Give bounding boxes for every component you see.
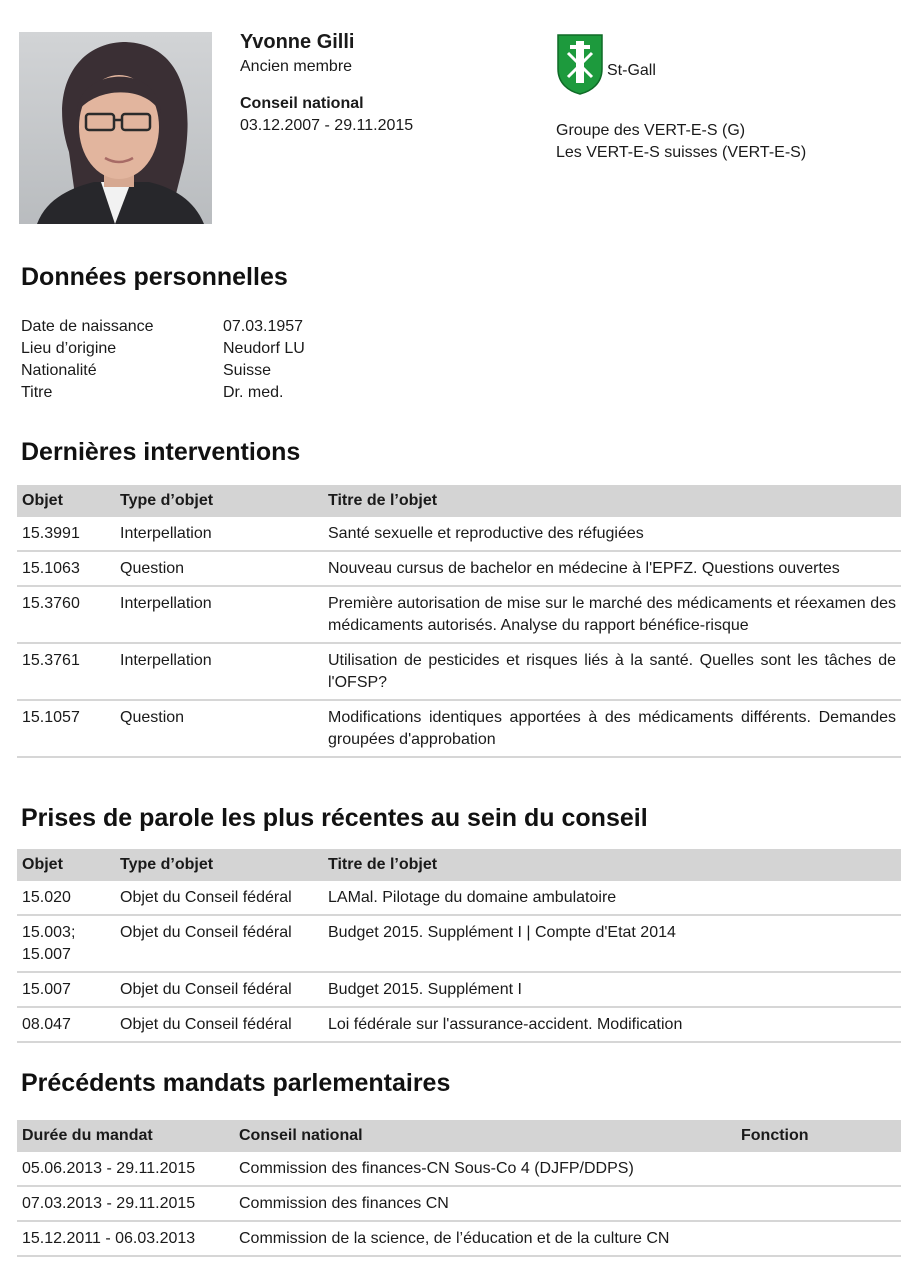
object-title-link[interactable]: Modifications identiques apportées à des médicaments différents. Demandes groupées d'approbation xyxy=(323,700,901,757)
object-number: 15.3761 xyxy=(17,643,115,700)
personal-row-nationality: Nationalité Suisse xyxy=(21,362,272,379)
member-name: Yvonne Gilli xyxy=(240,31,355,53)
table-row xyxy=(17,1152,901,1186)
object-number: 15.3991 xyxy=(17,517,115,551)
personal-data-heading: Données personnelles xyxy=(21,263,288,291)
object-title-link[interactable]: Santé sexuelle et reproductive des réfugiées xyxy=(323,517,901,551)
personal-row-title: Titre Dr. med. xyxy=(21,384,284,401)
object-number: 15.1057 xyxy=(17,700,115,757)
mandate-function xyxy=(736,1152,901,1186)
object-type: Interpellation xyxy=(115,517,323,551)
mandate-body: Commission des finances-CN Sous-Co 4 (DJFP/DDPS) xyxy=(234,1152,736,1186)
column-header: Fonction xyxy=(736,1120,901,1152)
object-number: 15.1063 xyxy=(17,551,115,586)
canton-name: St-Gall xyxy=(607,61,656,79)
personal-data-list xyxy=(21,316,421,404)
table-row[interactable] xyxy=(17,915,901,972)
table-row[interactable] xyxy=(17,700,901,757)
object-title-link[interactable]: Utilisation de pesticides et risques liés à la santé. Quelles sont les tâches de l'OFSP? xyxy=(323,643,901,700)
table-header-row xyxy=(17,1120,901,1152)
canton-block xyxy=(556,32,896,96)
object-type: Interpellation xyxy=(115,643,323,700)
object-number: 08.047 xyxy=(17,1007,115,1042)
object-title-link[interactable]: Nouveau cursus de bachelor en médecine à l'EPFZ. Questions ouvertes xyxy=(323,551,901,586)
column-header: Durée du mandat xyxy=(17,1120,234,1152)
object-type: Objet du Conseil fédéral xyxy=(115,881,323,915)
mandates-table xyxy=(17,1120,901,1257)
object-number: 15.007 xyxy=(17,972,115,1007)
column-header: Conseil national xyxy=(234,1120,736,1152)
mandate-body: Commission des finances CN xyxy=(234,1186,736,1221)
object-number: 15.3760 xyxy=(17,586,115,643)
table-row[interactable] xyxy=(17,643,901,700)
object-title-link[interactable]: Loi fédérale sur l'assurance-accident. Modification xyxy=(323,1007,901,1042)
column-header: Titre de l’objet xyxy=(323,849,901,881)
mandate-function xyxy=(736,1186,901,1221)
personal-row-birthdate: Date de naissance 07.03.1957 xyxy=(21,318,304,335)
object-type: Question xyxy=(115,700,323,757)
object-type: Question xyxy=(115,551,323,586)
column-header: Objet xyxy=(17,849,115,881)
table-row[interactable] xyxy=(17,517,901,551)
object-type: Objet du Conseil fédéral xyxy=(115,972,323,1007)
political-party: Les VERT-E-S suisses (VERT-E-S) xyxy=(556,144,807,161)
object-title-link[interactable]: Budget 2015. Supplément I xyxy=(323,972,901,1007)
table-row[interactable] xyxy=(17,881,901,915)
mandate-period: 05.06.2013 - 29.11.2015 xyxy=(17,1152,234,1186)
table-row[interactable] xyxy=(17,972,901,1007)
interventions-heading: Dernières interventions xyxy=(21,438,301,466)
mandate-function xyxy=(736,1221,901,1256)
mandate-period: 15.12.2011 - 06.03.2013 xyxy=(17,1221,234,1256)
object-number: 15.020 xyxy=(17,881,115,915)
st-gall-crest-icon xyxy=(556,33,604,95)
council-term: 03.12.2007 - 29.11.2015 xyxy=(240,117,414,134)
table-row[interactable] xyxy=(17,551,901,586)
table-header-row xyxy=(17,849,901,881)
table-header-row xyxy=(17,485,901,517)
parliamentary-group: Groupe des VERT-E-S (G) xyxy=(556,122,746,139)
interventions-table xyxy=(17,485,901,758)
speeches-table xyxy=(17,849,901,1043)
object-type: Interpellation xyxy=(115,586,323,643)
table-row xyxy=(17,1186,901,1221)
object-type: Objet du Conseil fédéral xyxy=(115,1007,323,1042)
speeches-heading: Prises de parole les plus récentes au sein du conseil xyxy=(21,804,648,832)
column-header: Titre de l’objet xyxy=(323,485,901,517)
column-header: Type d’objet xyxy=(115,849,323,881)
party-affiliation xyxy=(556,120,896,164)
object-title-link[interactable]: Première autorisation de mise sur le marché des médicaments et réexamen des médicaments autorisés. Analyse du rapport bénéfice-risque xyxy=(323,586,901,643)
member-status: Ancien membre xyxy=(240,58,353,75)
column-header: Objet xyxy=(17,485,115,517)
council-name: Conseil national xyxy=(240,95,364,112)
mandates-heading: Précédents mandats parlementaires xyxy=(21,1069,451,1097)
portrait-photo xyxy=(19,32,212,224)
table-row[interactable] xyxy=(17,586,901,643)
table-row xyxy=(17,1221,901,1256)
object-number: 15.003; 15.007 xyxy=(17,915,115,972)
mandate-period: 07.03.2013 - 29.11.2015 xyxy=(17,1186,234,1221)
object-title-link[interactable]: Budget 2015. Supplément I | Compte d'Etat 2014 xyxy=(323,915,901,972)
object-type: Objet du Conseil fédéral xyxy=(115,915,323,972)
personal-row-origin: Lieu d’origine Neudorf LU xyxy=(21,340,305,357)
mandate-body: Commission de la science, de l’éducation et de la culture CN xyxy=(234,1221,736,1256)
column-header: Type d’objet xyxy=(115,485,323,517)
table-row[interactable] xyxy=(17,1007,901,1042)
object-title-link[interactable]: LAMal. Pilotage du domaine ambulatoire xyxy=(323,881,901,915)
member-identity xyxy=(240,30,530,137)
